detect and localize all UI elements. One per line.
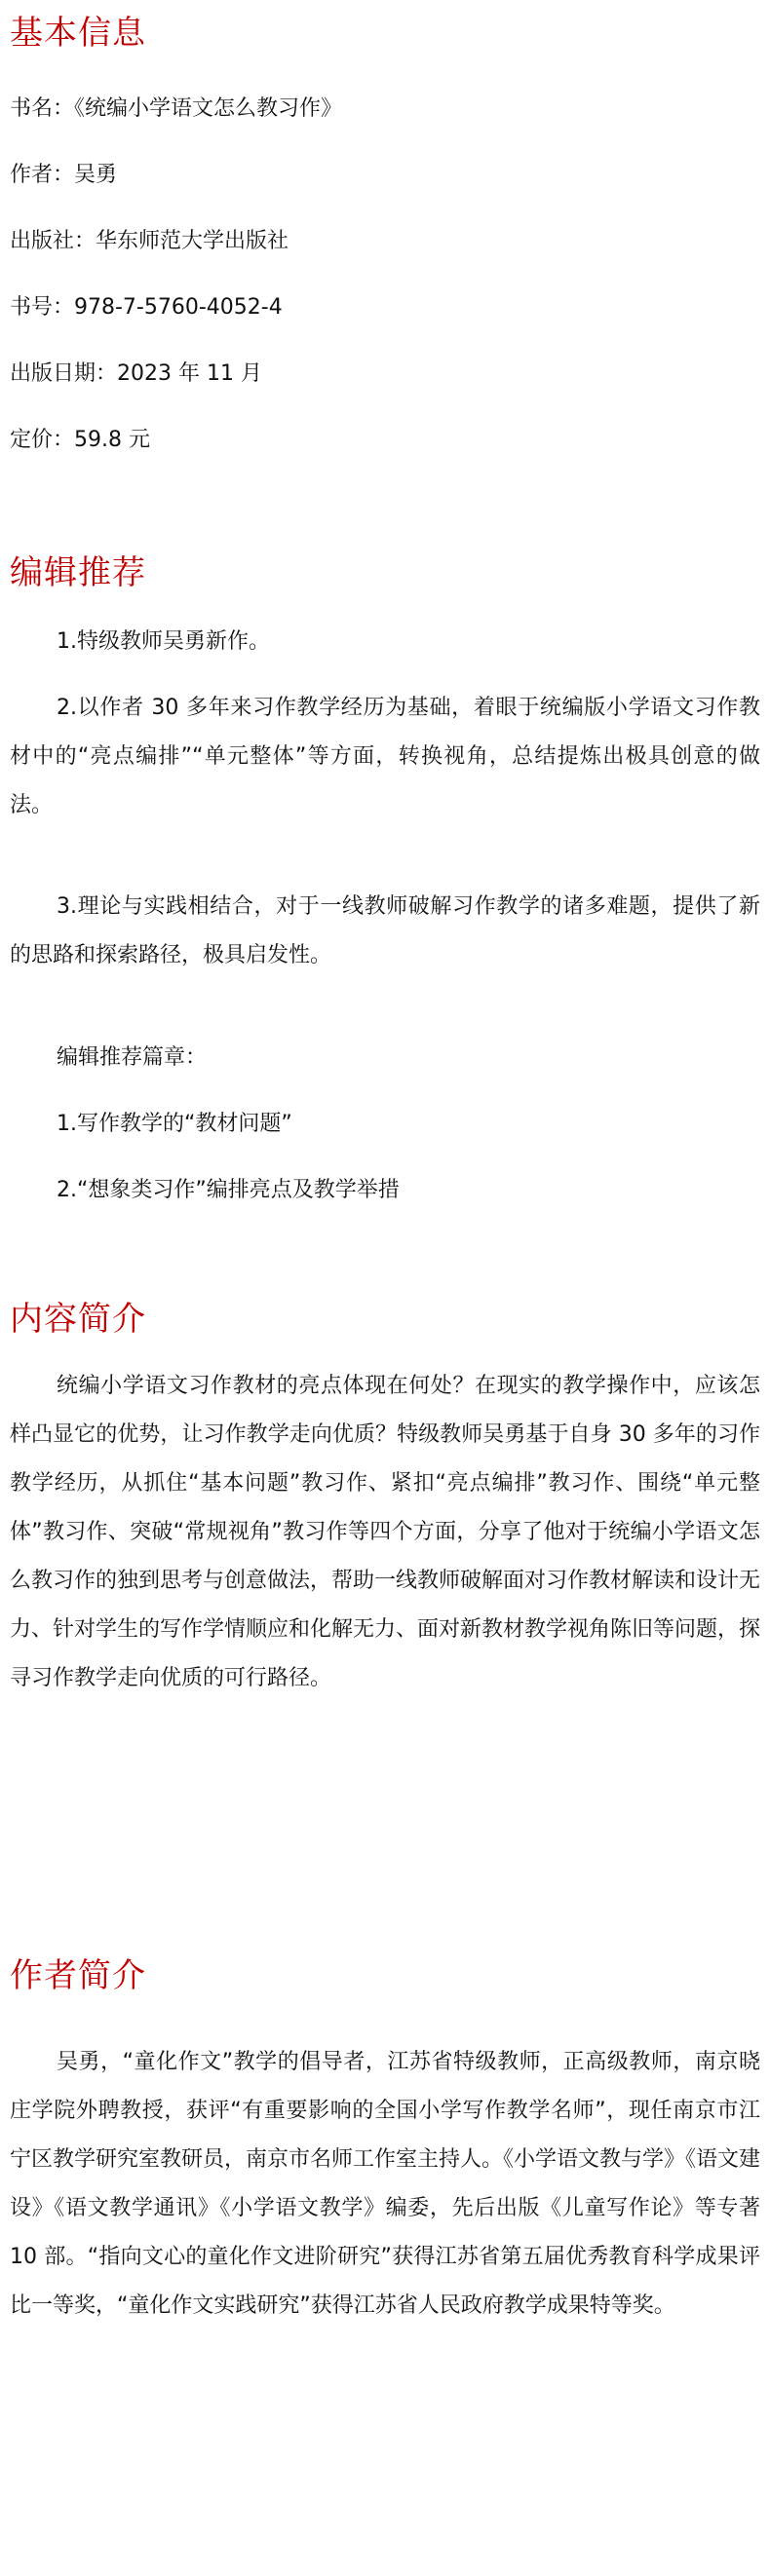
recommend-point-3: 3.理论与实践相结合，对于一线教师破解习作教学的诸多难题，提供了新的思路和探索路径，极具启发性。: [10, 894, 760, 967]
publisher-line: 出版社：华东师范大学出版社: [10, 229, 289, 253]
recommend-chapter-1: 1.写作教学的“教材问题”: [57, 1112, 292, 1136]
content-intro-text: 统编小学语文习作教材的亮点体现在何处？在现实的教学操作中，应该怎样凸显它的优势，让习作教学走向优质？特级教师吴勇基于自身 30 多年的习作教学经历，从抓住“基本问题”教习作、紧扣“亮点编排”教习作、围绕“单元整体”教习作、突破“常规视角”教习作等四个方面，分享了他对于统编小学语文怎么教习作的独到思考与创意做法，帮助一线教师破解面对习作教材解读和设计无力、针对学生的写作学情顺应和化解无力、面对新教材教学视角陈旧等问题，探寻习作教学走向优质的可行路径。: [10, 1374, 761, 1690]
section-title-content-intro: 内容简介: [10, 1300, 146, 1339]
recommend-chapter-2: 2.“想象类习作”编排亮点及教学举措: [57, 1178, 400, 1202]
author-intro-text: 吴勇，“童化作文”教学的倡导者，江苏省特级教师，正高级教师，南京晓庄学院外聘教授，获评“有重要影响的全国小学写作教学名师”，现任南京市江宁区教学研究室教研员，南京市名师工作室主持人。《小学语文教与学》《语文建设》《语文教学通讯》《小学语文教学》编委，先后出版《儿童写作论》等专著 10 部。“指向文心的童化作文进阶研究”获得江苏省第五届优秀教育科学成果评比一等奖，“童化作文实践研究”获得江苏省人民政府教学成果特等奖。: [10, 2050, 761, 2318]
price-line: 定价：59.8 元: [10, 428, 150, 452]
section-title-author-intro: 作者简介: [10, 1956, 146, 1995]
book-name: 书名：《统编小学语文怎么教习作》: [10, 96, 343, 121]
recommend-chapters-title: 编辑推荐篇章：: [57, 1045, 208, 1070]
pub-date-line: 出版日期：2023 年 11 月: [10, 361, 262, 386]
recommend-point-1: 1.特级教师吴勇新作。: [57, 629, 270, 654]
isbn-line: 书号：978-7-5760-4052-4: [10, 295, 283, 320]
author-line: 作者：吴勇: [10, 163, 118, 187]
section-title-basic-info: 基本信息: [10, 14, 146, 53]
recommend-point-2: 2.以作者 30 多年来习作教学经历为基础，着眼于统编版小学语文习作教材中的“亮点编排”“单元整体”等方面，转换视角，总结提炼出极具创意的做法。: [10, 696, 760, 817]
section-title-editor-recommend: 编辑推荐: [10, 553, 146, 592]
